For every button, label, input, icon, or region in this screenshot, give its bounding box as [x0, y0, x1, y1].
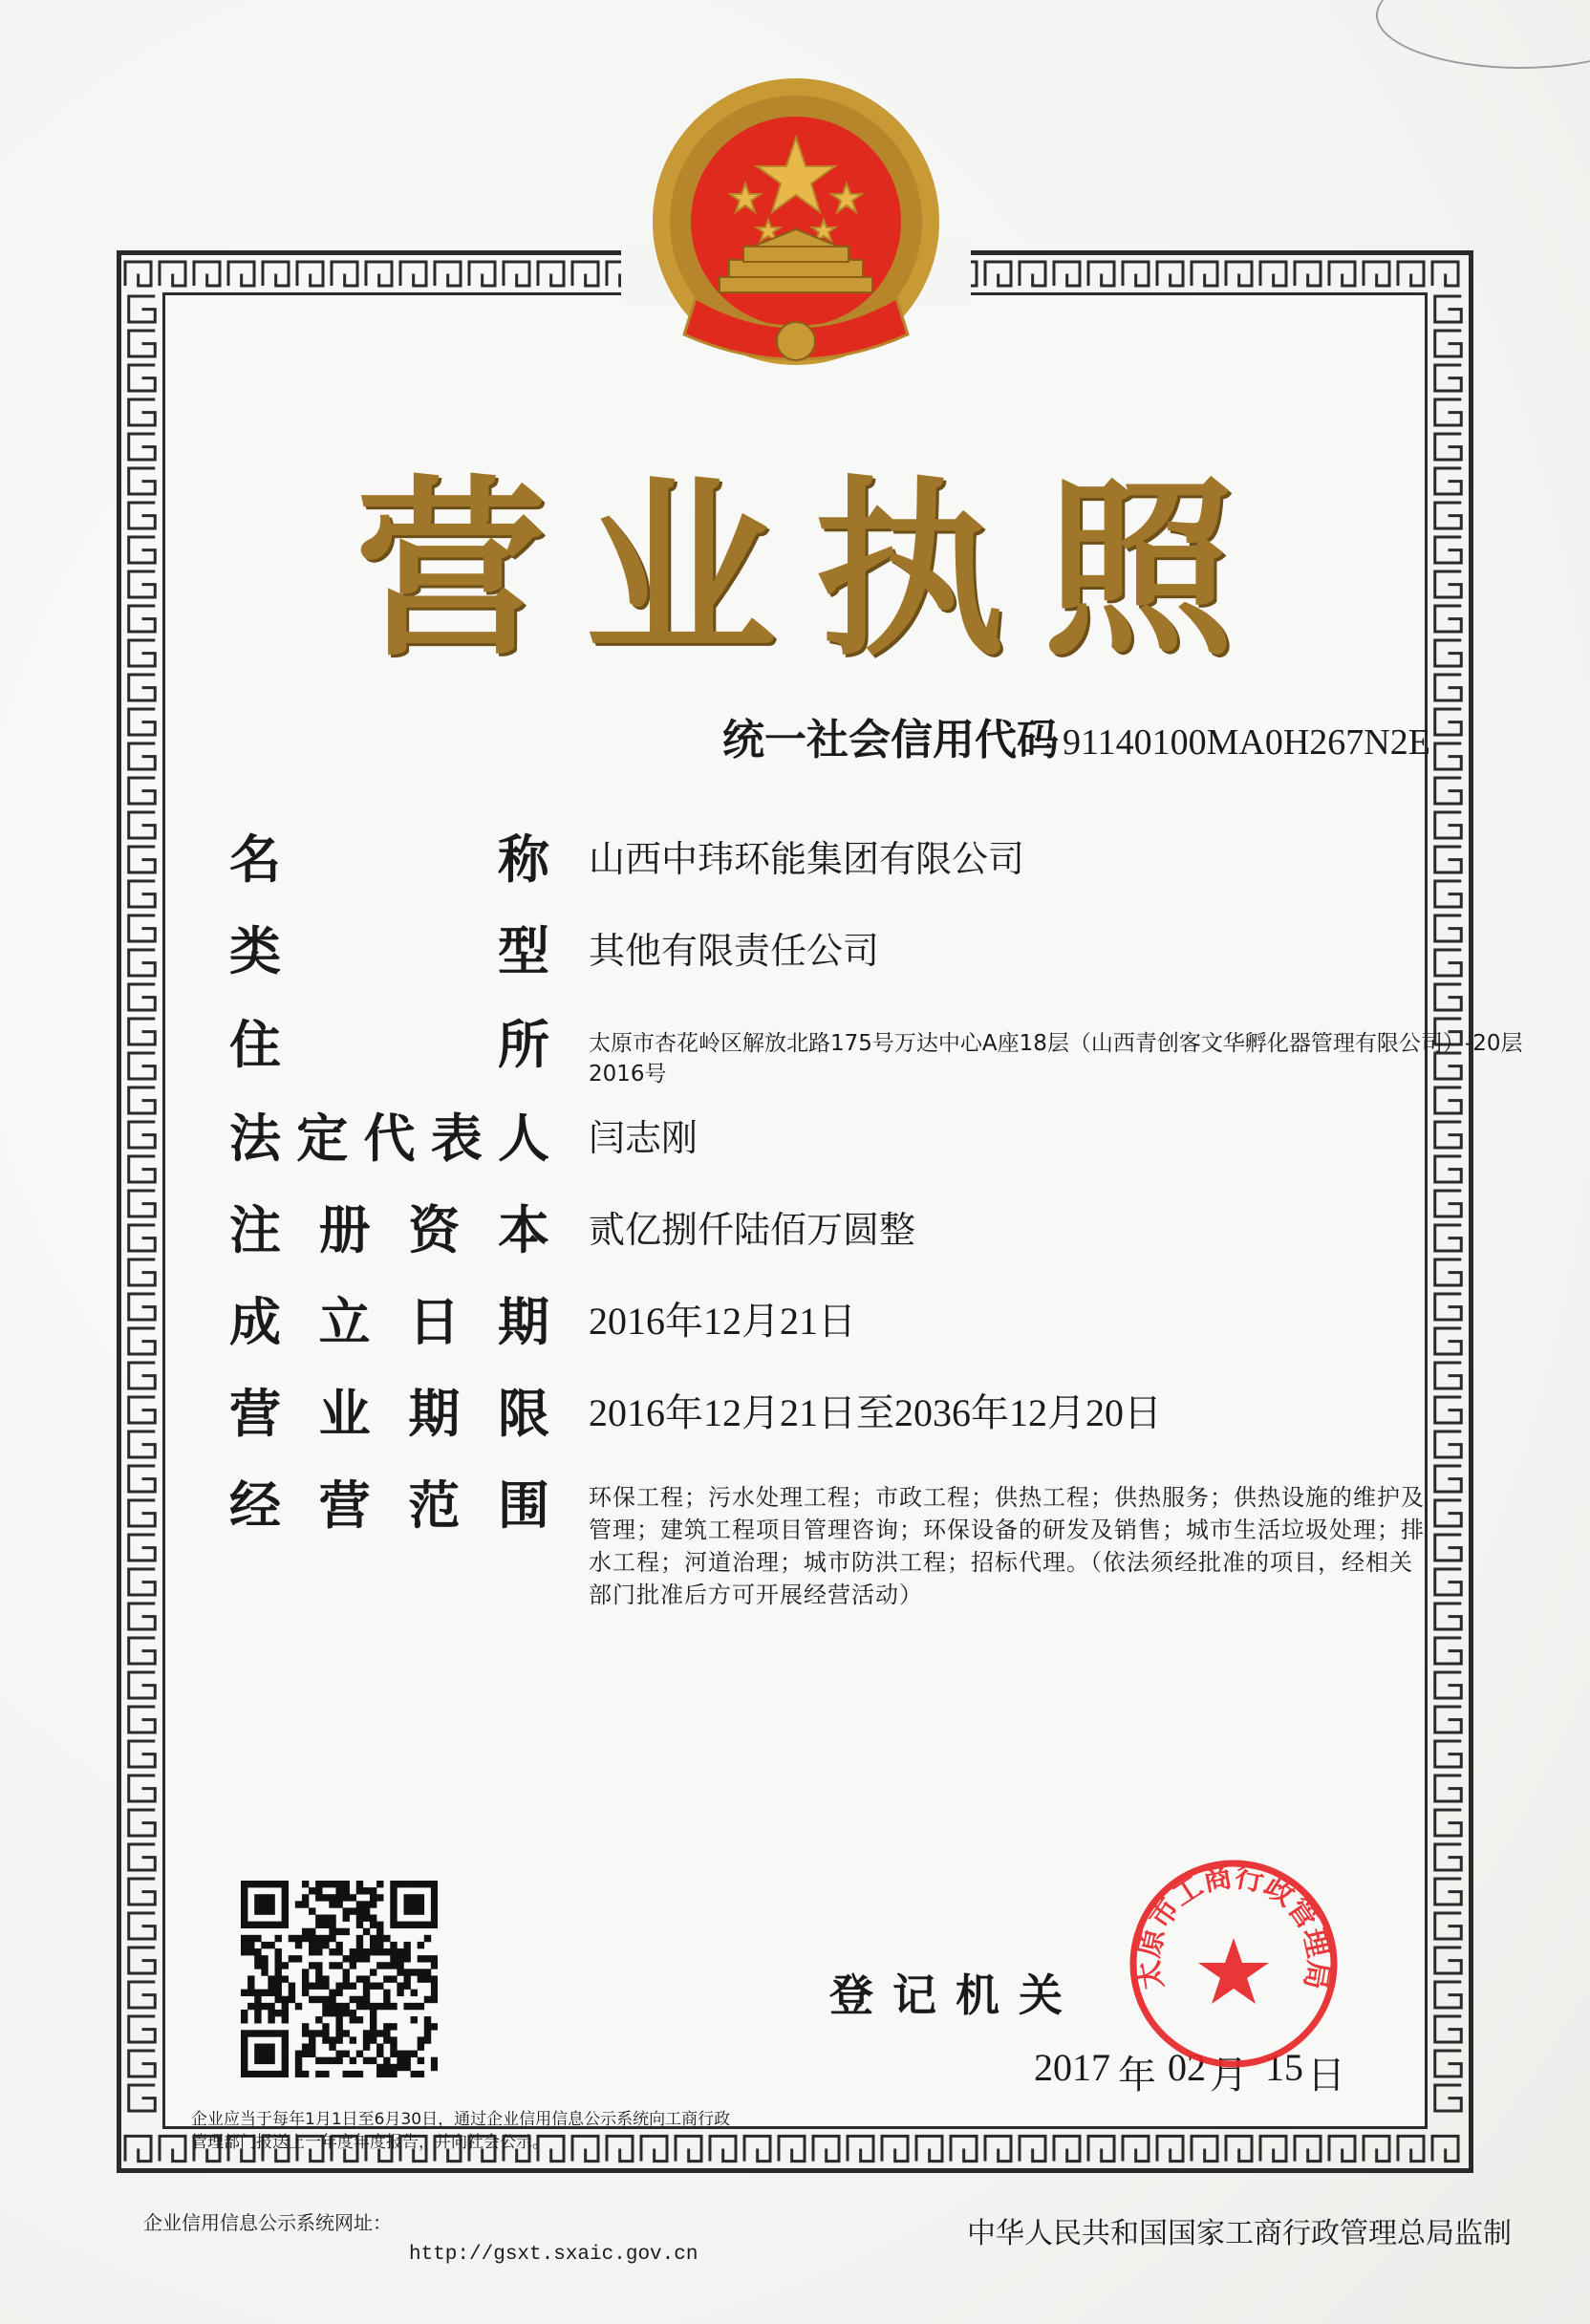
label-char: 称	[498, 829, 549, 890]
supervisor-text: 中华人民共和国国家工商行政管理总局监制	[967, 2217, 1512, 2250]
label-char: 型	[498, 921, 549, 981]
title-char: 业	[584, 459, 776, 682]
issue-month: 02	[1168, 2046, 1206, 2089]
system-url-label: 企业信用信息公示系统网址：	[143, 2211, 392, 2234]
qr-code-icon[interactable]	[241, 1881, 438, 2077]
credit-code-line	[722, 705, 1430, 763]
label-char: 日	[408, 1292, 461, 1352]
label-char: 营	[318, 1475, 371, 1536]
label-char: 册	[318, 1200, 371, 1260]
notice-line: 管理部门报送上一年度年度报告，并向社会公示。	[191, 2133, 548, 2152]
field-label	[229, 921, 549, 982]
label-char: 名	[229, 829, 281, 890]
label-char: 代	[363, 1108, 416, 1169]
official-seal-icon	[1124, 1854, 1343, 2074]
business-scope: 环保工程；污水处理工程；市政工程；供热工程；供热服务；供热设施的维护及管理；建筑工程项目管理咨询；环保设备的研发及销售；城市生活垃圾处理；排水工程；河道治理；城市防洪工程；招标代理。（依法须经批准的项目，经相关部门批准后方可开展经营活动）	[589, 1484, 1425, 1608]
label-char: 围	[497, 1475, 549, 1536]
field-label	[229, 1200, 549, 1261]
label-char: 类	[229, 921, 281, 981]
issue-day-unit: 日	[1307, 2054, 1345, 2098]
field-label	[229, 1292, 549, 1353]
national-emblem-icon	[638, 78, 954, 394]
field-label	[229, 1015, 549, 1076]
field-label	[229, 829, 549, 891]
system-url-link[interactable]: http://gsxt.sxaic.gov.cn	[409, 2244, 698, 2266]
field-label	[229, 1384, 549, 1445]
title-char: 执	[813, 459, 1005, 682]
registration-authority-label: 登记机关	[829, 1969, 1082, 2021]
label-char: 营	[229, 1384, 281, 1444]
label-char: 期	[497, 1292, 549, 1352]
issue-year-unit: 年	[1118, 2054, 1156, 2098]
label-char: 住	[229, 1015, 281, 1075]
label-char: 范	[408, 1475, 461, 1536]
label-char: 人	[498, 1108, 549, 1169]
label-char: 成	[229, 1292, 281, 1352]
label-char: 期	[408, 1384, 461, 1444]
field-label	[229, 1475, 549, 1537]
founded-date: 2016年12月21日	[589, 1300, 856, 1343]
issue-day: 15	[1265, 2046, 1303, 2089]
field-label	[229, 1108, 549, 1170]
business-term: 2016年12月21日至2036年12月20日	[589, 1391, 1162, 1434]
company-type: 其他有限责任公司	[589, 930, 880, 972]
registered-capital: 贰亿捌仟陆佰万圆整	[589, 1209, 916, 1251]
label-char: 注	[229, 1200, 281, 1260]
company-name: 山西中玮环能集团有限公司	[589, 838, 1025, 880]
credit-code-value: 91140100MA0H267N2E	[1063, 722, 1430, 763]
label-char: 业	[318, 1384, 371, 1444]
label-char: 立	[318, 1292, 371, 1352]
label-char: 本	[497, 1200, 549, 1260]
annual-report-notice	[191, 2108, 841, 2154]
seal-text: 太原市工商行政管理局	[1131, 1860, 1336, 1992]
title-char: 营	[355, 459, 548, 682]
legal-representative: 闫志刚	[589, 1117, 698, 1159]
issue-month-unit: 月	[1210, 2054, 1248, 2098]
border-band-left	[121, 292, 162, 2129]
label-char: 经	[229, 1475, 281, 1536]
notice-line: 企业应当于每年1月1日至6月30日，通过企业信用信息公示系统向工商行政	[191, 2110, 731, 2129]
license-title	[355, 440, 1235, 682]
label-char: 资	[408, 1200, 461, 1260]
credit-code-label: 统一社会信用代码	[722, 716, 1059, 764]
label-char: 定	[296, 1108, 349, 1169]
label-char: 法	[229, 1108, 281, 1169]
label-char: 表	[430, 1108, 483, 1169]
issue-year: 2017	[1034, 2046, 1110, 2089]
label-char: 限	[497, 1384, 549, 1444]
company-address: 太原市杏花岭区解放北路175号万达中心A座18层（山西青创客文华孵化器管理有限公司）-20层2016号	[589, 1031, 1523, 1087]
title-char: 照	[1042, 459, 1235, 682]
label-char: 所	[498, 1015, 549, 1075]
